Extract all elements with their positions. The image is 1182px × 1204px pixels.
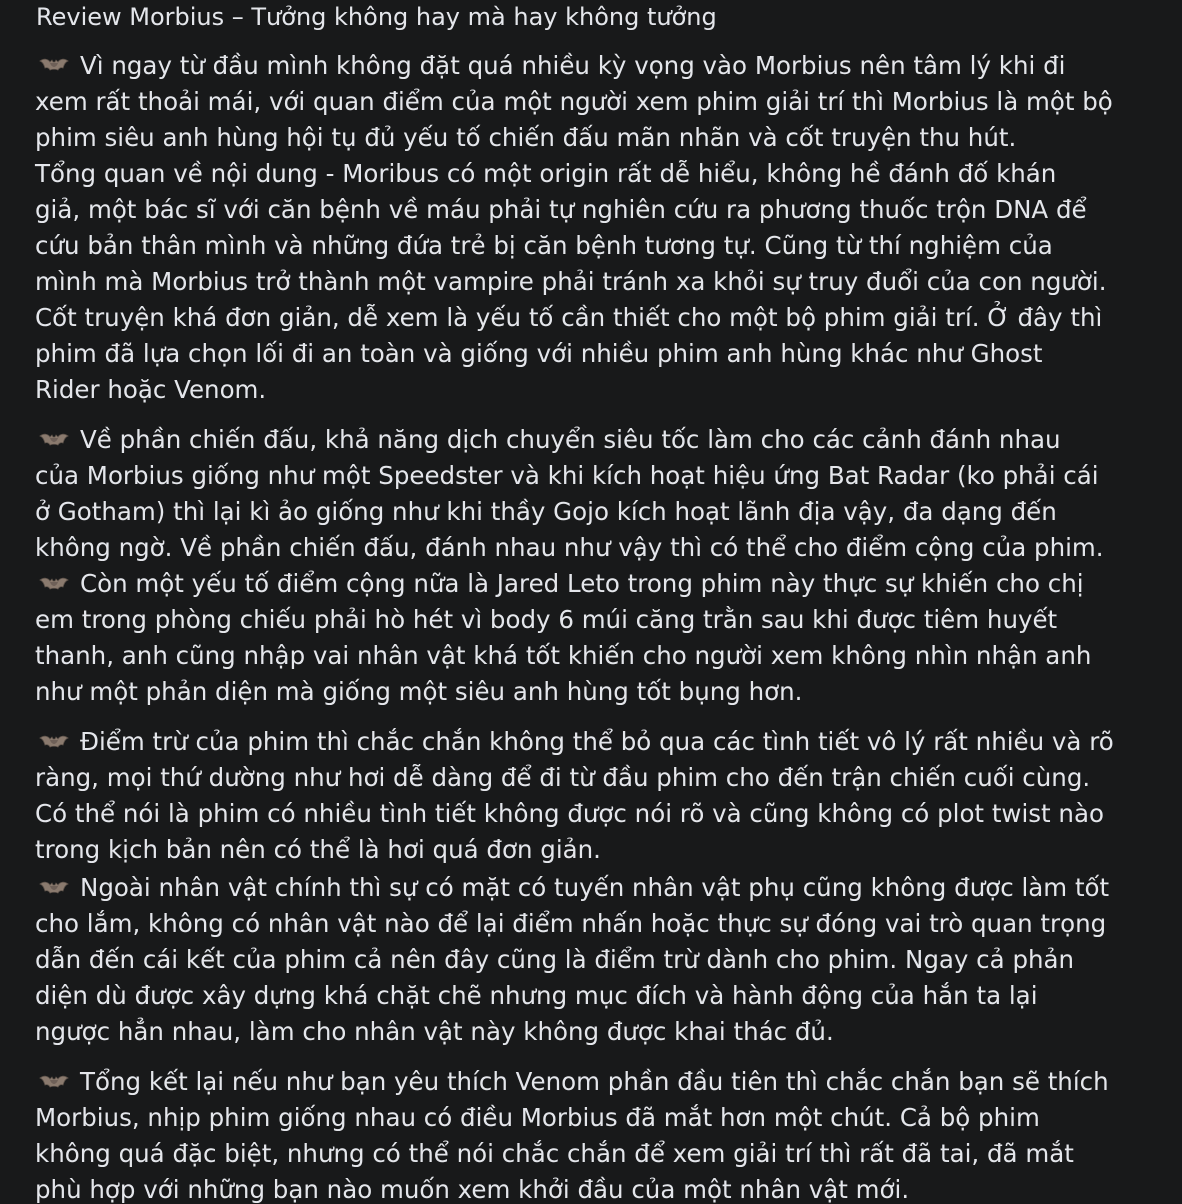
paragraph-line: ràng, mọi thứ dường như hơi dễ dàng để đi từ đầu phim cho đến trận chiến cuối cùng.	[35, 763, 1091, 792]
paragraph-line: Tổng kết lại nếu như bạn yêu thích Venom phần đầu tiên thì chắc chắn bạn sẽ thích	[80, 1067, 1109, 1096]
bat-icon	[38, 53, 70, 79]
paragraph-line: phim siêu anh hùng hội tụ đủ yếu tố chiến đấu mãn nhãn và cốt truyện thu hút.	[35, 123, 1017, 152]
bat-icon	[38, 572, 70, 598]
paragraph-line: trong kịch bản nên có thể là hơi quá đơn giản.	[35, 835, 601, 864]
paragraph-line: em trong phòng chiếu phải hò hét vì body 6 múi căng trằn sau khi được tiêm huyết	[35, 605, 1058, 634]
paragraph-line: Còn một yếu tố điểm cộng nữa là Jared Leto trong phim này thực sự khiến cho chị	[80, 569, 1084, 598]
paragraph-line: không ngờ. Về phần chiến đấu, đánh nhau như vậy thì có thể cho điểm cộng của phim.	[35, 533, 1104, 562]
paragraph-line: của Morbius giống như một Speedster và khi kích hoạt hiệu ứng Bat Radar (ko phải cái	[35, 461, 1099, 490]
paragraph-line: như một phản diện mà giống một siêu anh hùng tốt bụng hơn.	[35, 677, 803, 706]
paragraph-line: Có thể nói là phim có nhiều tình tiết không được nói rõ và cũng không có plot twist nào	[35, 799, 1104, 828]
paragraph-line: phù hợp với những bạn nào muốn xem khởi đầu của một nhân vật mới.	[35, 1175, 910, 1204]
bat-icon	[38, 1070, 70, 1096]
paragraph-line: Rider hoặc Venom.	[35, 375, 267, 404]
paragraph-line: cứu bản thân mình và những đứa trẻ bị căn bệnh tương tự. Cũng từ thí nghiệm của	[35, 231, 1053, 260]
paragraph-line: phim đã lựa chọn lối đi an toàn và giống với nhiều phim anh hùng khác như Ghost	[35, 339, 1043, 368]
bat-icon	[38, 876, 70, 902]
paragraph-line: ngược hẳn nhau, làm cho nhân vật này không được khai thác đủ.	[35, 1017, 834, 1046]
paragraph-line: Ngoài nhân vật chính thì sự có mặt có tuyến nhân vật phụ cũng không được làm tốt	[80, 873, 1110, 902]
bat-icon	[38, 428, 70, 454]
bat-icon	[38, 730, 70, 756]
paragraph-line: giả, một bác sĩ với căn bệnh về máu phải tự nghiên cứu ra phương thuốc trộn DNA để	[35, 195, 1087, 224]
paragraph-line: dẫn đến cái kết của phim cả nên đây cũng là điểm trừ dành cho phim. Ngay cả phản	[35, 945, 1075, 974]
paragraph-line: ở Gotham) thì lại kì ảo giống như khi thầy Gojo kích hoạt lãnh địa vậy, đa dạng đến	[35, 497, 1057, 526]
paragraph-line: Tổng quan về nội dung - Moribus có một origin rất dễ hiểu, không hề đánh đố khán	[35, 159, 1057, 188]
paragraph-line: Vì ngay từ đầu mình không đặt quá nhiều kỳ vọng vào Morbius nên tâm lý khi đi	[80, 51, 1066, 80]
post-title: Review Morbius – Tưởng không hay mà hay không tưởng	[36, 3, 717, 31]
paragraph-line: mình mà Morbius trở thành một vampire phải tránh xa khỏi sự truy đuổi của con người.	[35, 267, 1107, 296]
paragraph-line: Về phần chiến đấu, khả năng dịch chuyển siêu tốc làm cho các cảnh đánh nhau	[80, 425, 1061, 454]
paragraph-line: Morbius, nhịp phim giống nhau có điều Morbius đã mắt hơn một chút. Cả bộ phim	[35, 1103, 1040, 1132]
paragraph-line: xem rất thoải mái, với quan điểm của một người xem phim giải trí thì Morbius là một bộ	[35, 87, 1113, 116]
paragraph-line: thanh, anh cũng nhập vai nhân vật khá tốt khiến cho người xem không nhìn nhận anh	[35, 641, 1092, 670]
paragraph-line: Điểm trừ của phim thì chắc chắn không thể bỏ qua các tình tiết vô lý rất nhiều và rõ	[80, 727, 1114, 756]
paragraph-line: diện dù được xây dựng khá chặt chẽ nhưng mục đích và hành động của hắn ta lại	[35, 981, 1038, 1010]
paragraph-line: không quá đặc biệt, nhưng có thể nói chắc chắn để xem giải trí thì rất đã tai, đã mắt	[35, 1139, 1074, 1168]
paragraph-line: cho lắm, không có nhân vật nào để lại điểm nhấn hoặc thực sự đóng vai trò quan trọng	[35, 909, 1107, 938]
paragraph-line: Cốt truyện khá đơn giản, dễ xem là yếu tố cần thiết cho một bộ phim giải trí. Ở đây thì	[35, 303, 1103, 332]
